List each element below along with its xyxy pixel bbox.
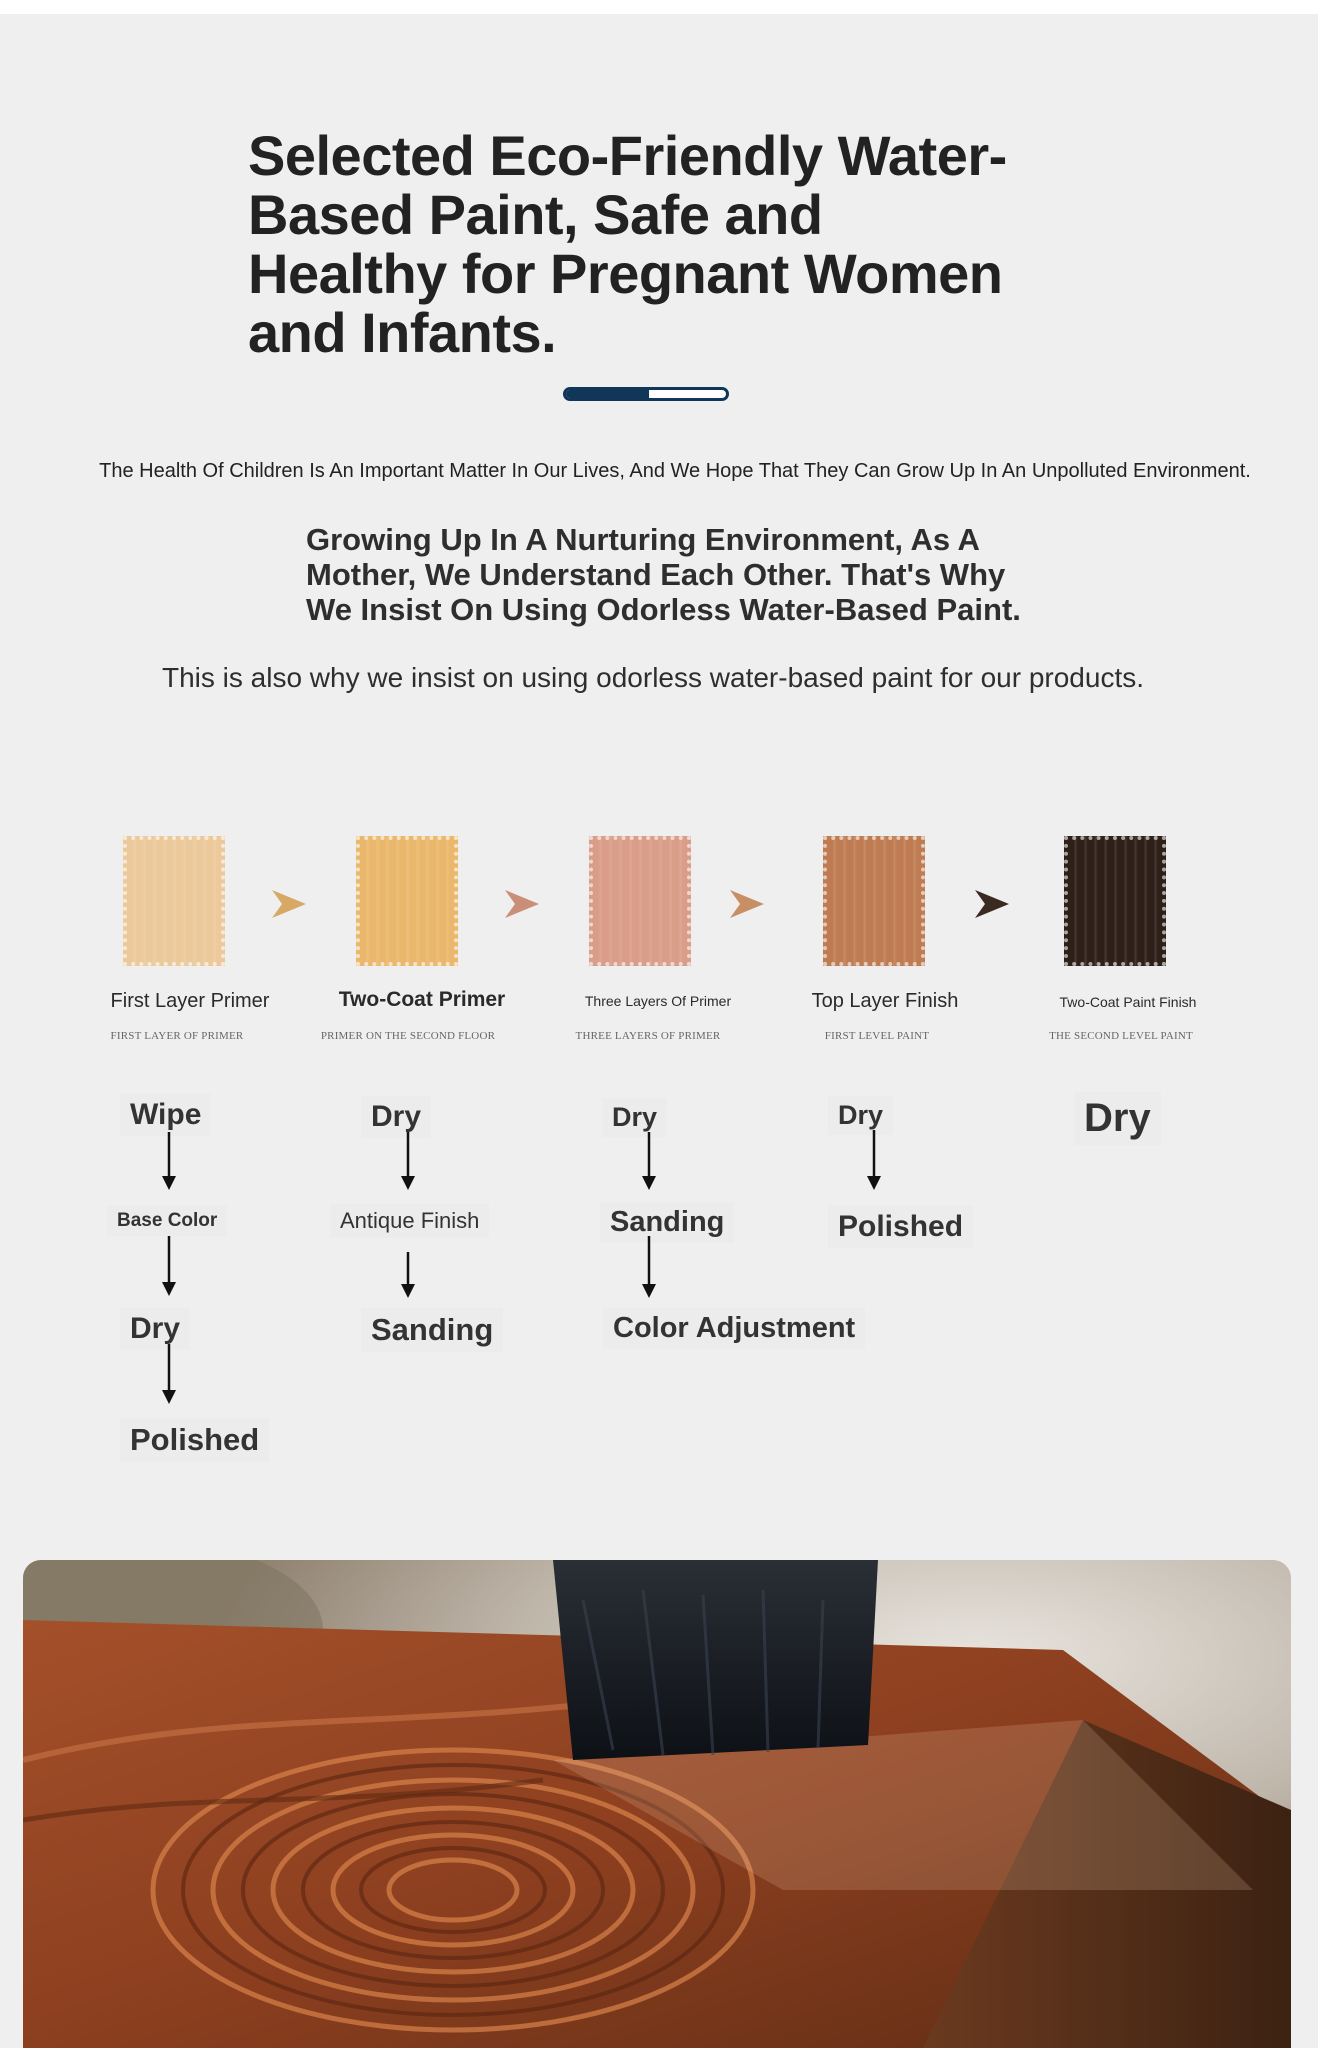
stage-sublabel: PRIMER ON THE SECOND FLOOR <box>320 1030 496 1042</box>
process-step: Dry <box>361 1096 431 1138</box>
process-step: Sanding <box>600 1202 734 1243</box>
process-step: Base Color <box>107 1206 227 1236</box>
stage-sublabel: THREE LAYERS OF PRIMER <box>575 1030 721 1042</box>
body-text: This is also why we insist on using odorless water-based paint for our products. <box>161 662 1145 693</box>
arrow-down-icon <box>162 1236 176 1296</box>
stage-label: Two-Coat Primer <box>338 988 506 1011</box>
arrow-right-icon <box>270 888 308 920</box>
swatch-three-layers-primer <box>589 836 691 966</box>
swatch-first-layer-primer <box>123 836 225 966</box>
process-step: Color Adjustment <box>603 1308 865 1349</box>
process-step: Dry <box>120 1308 190 1350</box>
process-step: Wipe <box>120 1094 211 1136</box>
wood-finish-photo <box>23 1560 1291 2048</box>
arrow-right-icon <box>503 888 541 920</box>
subheading: Growing Up In A Nurturing Environment, As A Mother, We Understand Each Other. That's Why We Insist On Using Odorless Water-Based Paint. <box>306 522 1021 627</box>
swatch-two-coat-primer <box>356 836 458 966</box>
arrow-down-icon <box>401 1132 415 1190</box>
process-step: Dry <box>828 1096 893 1135</box>
arrow-down-icon <box>162 1344 176 1404</box>
stage-sublabel: THE SECOND LEVEL PAINT <box>1049 1030 1193 1042</box>
process-step: Antique Finish <box>330 1204 489 1238</box>
arrow-right-icon <box>728 888 766 920</box>
arrow-down-icon <box>642 1132 656 1190</box>
stage-label: First Layer Primer <box>110 990 270 1012</box>
stage-sublabel: FIRST LEVEL PAINT <box>824 1030 930 1042</box>
process-step: Polished <box>120 1418 269 1462</box>
progress-fill <box>566 390 649 398</box>
wood-finish-brush-illustration <box>23 1560 1291 2048</box>
process-step: Dry <box>1074 1092 1161 1145</box>
process-step: Dry <box>602 1098 667 1137</box>
progress-bar <box>563 387 729 401</box>
page-headline: Selected Eco-Friendly Water-Based Paint, Safe and Healthy for Pregnant Women and Infants. <box>248 124 1007 364</box>
arrow-down-icon <box>401 1252 415 1298</box>
stage-label: Three Layers Of Primer <box>584 993 732 1009</box>
arrow-down-icon <box>162 1132 176 1190</box>
stage-label: Top Layer Finish <box>811 990 959 1012</box>
process-step: Polished <box>828 1206 973 1248</box>
arrow-right-icon <box>973 888 1011 920</box>
process-step: Sanding <box>361 1308 503 1352</box>
arrow-down-icon <box>642 1236 656 1298</box>
intro-text: The Health Of Children Is An Important Matter In Our Lives, And We Hope That They Can Grow Up In An Unpolluted Environment. <box>99 460 1251 482</box>
stage-sublabel: FIRST LAYER OF PRIMER <box>110 1030 244 1042</box>
stage-label: Two-Coat Paint Finish <box>1059 994 1197 1010</box>
swatch-two-coat-paint-finish <box>1064 836 1166 966</box>
arrow-down-icon <box>867 1130 881 1190</box>
swatch-top-layer-finish <box>823 836 925 966</box>
